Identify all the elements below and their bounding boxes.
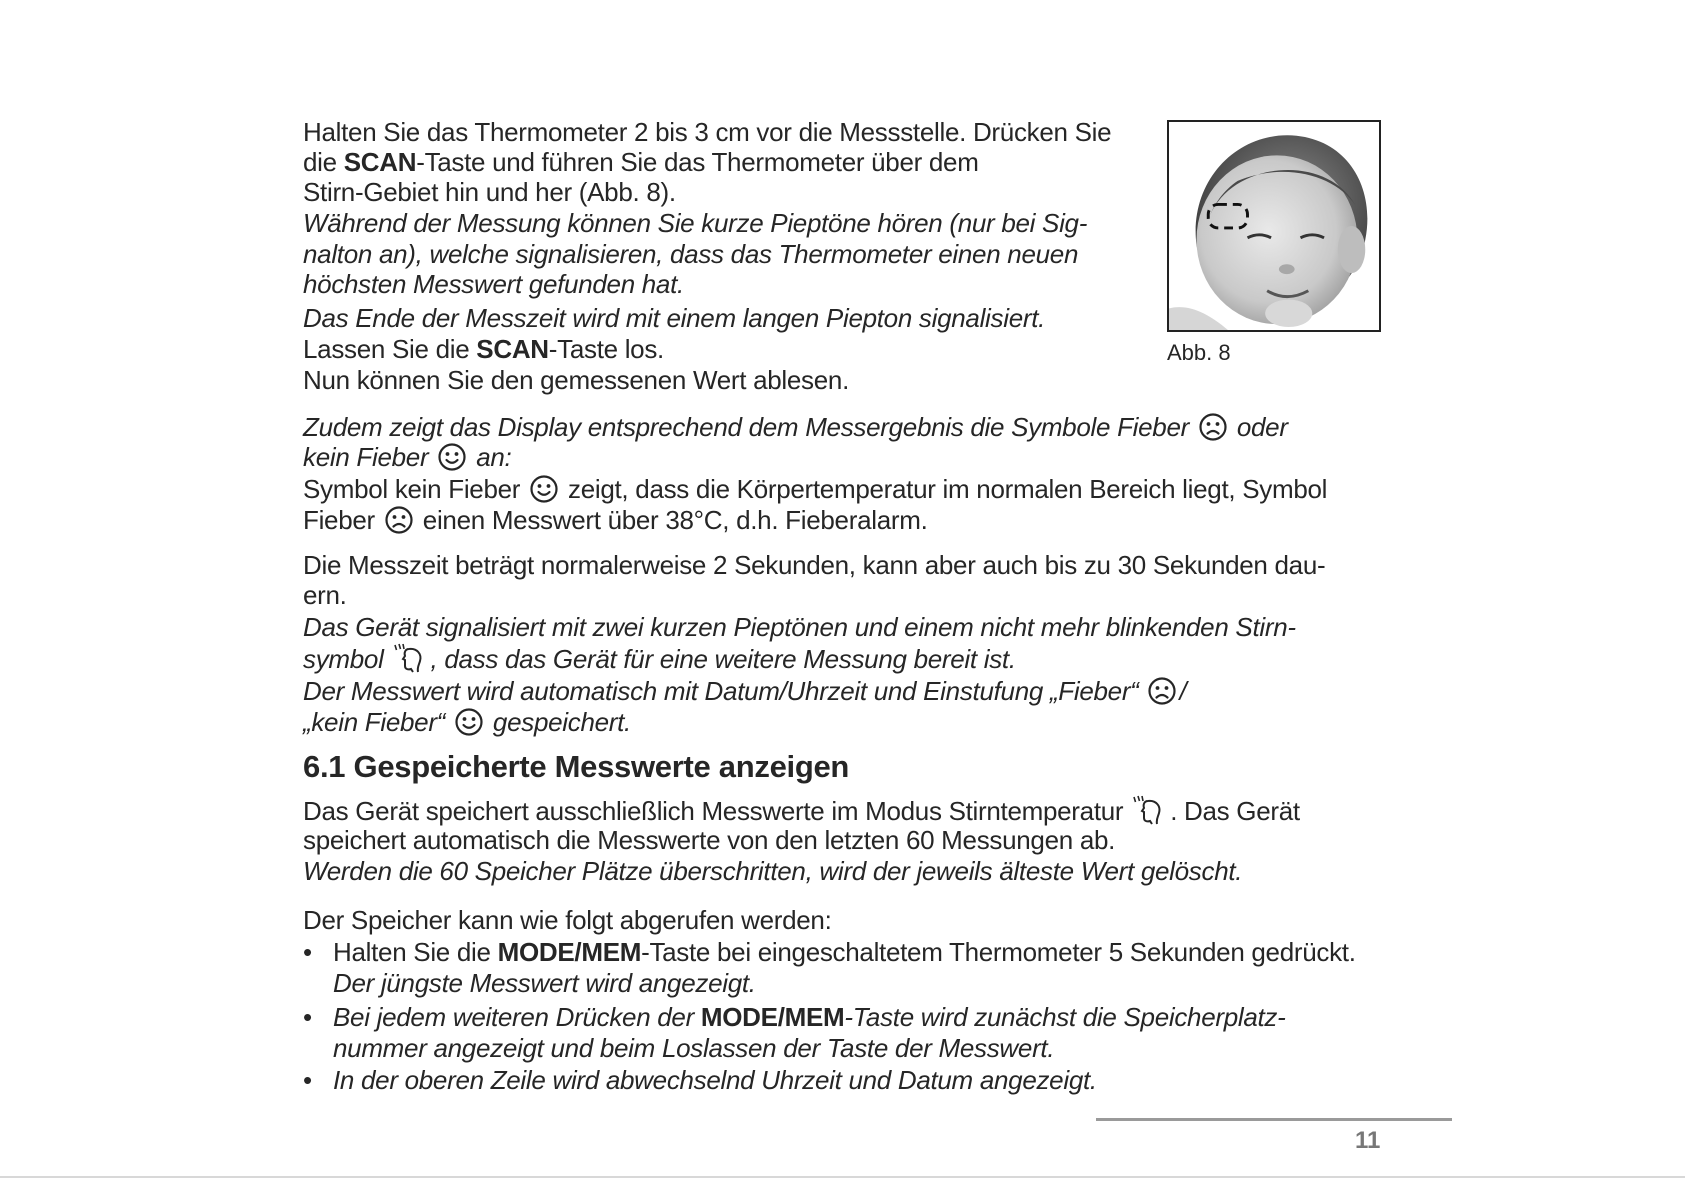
intro-line-7: Das Ende der Messzeit wird mit einem langen Piepton signalisiert. [303, 303, 1046, 333]
intro-line-5: nalton an), welche signalisieren, dass das Thermometer einen neuen [303, 239, 1079, 269]
duration-line-3: Das Gerät signalisiert mit zwei kurzen Pieptönen und einem nicht mehr blinkenden Stirn- [303, 612, 1296, 642]
bullet-marker: • [303, 1002, 313, 1032]
bullet-marker: • [303, 1065, 313, 1095]
forehead-mode-icon [1132, 794, 1168, 826]
section-line-1: Das Gerät speichert ausschließlich Messwerte im Modus Stirntemperatur . Das Gerät [303, 796, 1300, 826]
section-line-3: Werden die 60 Speicher Plätze überschritten, wird der jeweils älteste Wert gelöscht. [303, 856, 1243, 886]
forehead-mode-icon [393, 642, 429, 674]
display-line-4: Fieber einen Messwert über 38°C, d.h. Fieberalarm. [303, 505, 928, 535]
section-line-2: speichert automatisch die Messwerte von den letzten 60 Messungen ab. [303, 825, 1116, 855]
bullet-2-line-1: Bei jedem weiteren Drücken der MODE/MEM-Taste wird zunächst die Speicherplatz- [333, 1002, 1286, 1032]
figure-caption: Abb. 8 [1167, 340, 1231, 365]
page-edge-divider [0, 1176, 1685, 1178]
display-line-2: kein Fieber an: [303, 442, 512, 472]
section-line-4: Der Speicher kann wie folgt abgerufen werden: [303, 905, 832, 935]
bullet-1-line-1: Halten Sie die MODE/MEM-Taste bei eingeschaltetem Thermometer 5 Sekunden gedrückt. [333, 937, 1356, 967]
bullet-marker: • [303, 937, 313, 967]
no-fever-happy-face-icon [454, 707, 484, 737]
bullet-2-line-2: nummer angezeigt und beim Loslassen der Taste der Messwert. [333, 1033, 1055, 1063]
section-heading: 6.1 Gespeicherte Messwerte anzeigen [303, 749, 850, 784]
intro-line-8: Lassen Sie die SCAN-Taste los. [303, 334, 664, 364]
intro-line-4: Während der Messung können Sie kurze Pieptöne hören (nur bei Sig- [303, 208, 1088, 238]
fever-sad-face-icon [384, 505, 414, 535]
intro-line-6: höchsten Messwert gefunden hat. [303, 269, 684, 299]
fever-sad-face-icon [1198, 412, 1228, 442]
page-number: 11 [1355, 1127, 1381, 1154]
display-line-1: Zudem zeigt das Display entsprechend dem Messergebnis die Symbole Fieber oder [303, 412, 1288, 442]
intro-line-1: Halten Sie das Thermometer 2 bis 3 cm vor die Messstelle. Drücken Sie [303, 117, 1112, 147]
duration-line-1: Die Messzeit beträgt normalerweise 2 Sekunden, kann aber auch bis zu 30 Sekunden dau- [303, 550, 1326, 580]
duration-line-6: „kein Fieber“ gespeichert. [303, 707, 631, 737]
bullet-1-line-2: Der jüngste Messwert wird angezeigt. [333, 968, 756, 998]
no-fever-happy-face-icon [437, 442, 467, 472]
no-fever-happy-face-icon [529, 474, 559, 504]
fever-sad-face-icon [1147, 676, 1177, 706]
footer-rule [1096, 1118, 1452, 1121]
duration-line-2: ern. [303, 580, 347, 610]
display-line-3: Symbol kein Fieber zeigt, dass die Körpertemperatur im normalen Bereich liegt, Symbol [303, 474, 1328, 504]
bullet-3-line-1: In der oberen Zeile wird abwechselnd Uhrzeit und Datum angezeigt. [333, 1065, 1097, 1095]
intro-line-9: Nun können Sie den gemessenen Wert ablesen. [303, 365, 849, 395]
duration-line-4: symbol , dass das Gerät für eine weitere Messung bereit ist. [303, 644, 1016, 674]
intro-line-3: Stirn-Gebiet hin und her (Abb. 8). [303, 177, 676, 207]
intro-line-2: die SCAN-Taste und führen Sie das Thermometer über dem [303, 147, 979, 177]
baby-forehead-image [1167, 120, 1381, 332]
duration-line-5: Der Messwert wird automatisch mit Datum/Uhrzeit und Einstufung „Fieber“ / [303, 676, 1187, 706]
